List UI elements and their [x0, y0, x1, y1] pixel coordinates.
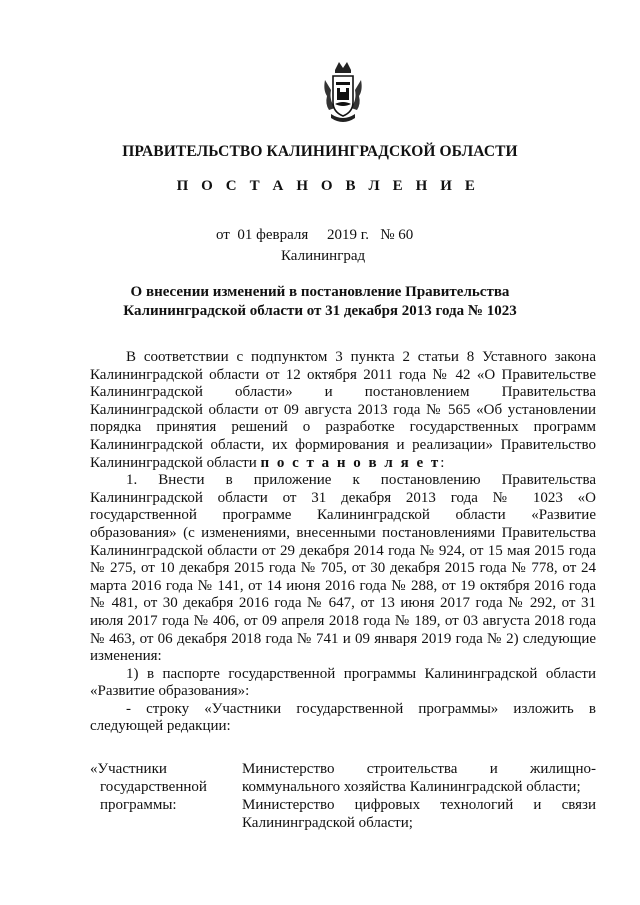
date-and-number: от 01 февраля 2019 г. № 60 — [216, 227, 414, 243]
city-name: Калининград — [281, 248, 366, 264]
paragraph-item-1: 1. Внести в приложение к постановлению Правительства Калининградской области от 31 декабря 2013 года № 1023 «О государственной программе Калининградской области «Развитие образования» (с изменениями, внесенными постановлениями Правительства Калининградской области от 29 декабря 2014 года № 924, от 15 мая 2015 года № 275, от 10 декабря 2015 года № 705, от 30 декабря 2015 года № 778, от 24 марта 2016 года № 141, от 14 июня 2016 года № 288, от 19 октября 2016 года № 481, от 30 декабря 2016 года № 647, от 13 июня 2017 года № 292, от 31 июля 2017 года № 406, от 09 апреля 2018 года № 189, от 03 августа 2018 года № 463, от 06 декабря 2018 года № 741 и 09 января 2019 года № 2) следующие изменения: — [90, 472, 596, 665]
paragraph-item-dash: - строку «Участники государственной программы» изложить в следующей редакции: — [90, 700, 596, 735]
document-type: П О С Т А Н О В Л Е Н И Е — [176, 178, 480, 194]
subject-line-1: О внесении изменений в постановление Правительства — [130, 284, 510, 300]
preamble-text: В соответствии с подпунктом 3 пункта 2 статьи 8 Уставного закона Калининградской области от 12 октября 2011 года № 42 «О Правительстве Калининградской области» и постановлением Правительства Калининградской области от 09 августа 2013 года № 565 «Об установлении порядка принятия решений о разработке государственных программ Калининградской области, их формирования и реализации» Правительство Калининградской области — [90, 349, 596, 471]
resolves-verb: п о с т а н о в л я е т — [260, 454, 441, 471]
participant-ministry-digital: Министерство цифровых технологий и связи Калининградской области; — [242, 797, 596, 831]
document-body — [90, 349, 596, 736]
coat-of-arms-icon — [321, 60, 365, 126]
table-label-cell — [90, 760, 230, 814]
table-label-line-1: «Участники — [90, 761, 167, 777]
table-label-line-2: государственной — [100, 779, 207, 795]
preamble-colon: : — [440, 454, 445, 471]
government-title: ПРАВИТЕЛЬСТВО КАЛИНИНГРАДСКОЙ ОБЛАСТИ — [122, 143, 518, 160]
participant-ministry-construction: Министерство строительства и жилищно-коммунального хозяйства Калининградской области; — [242, 761, 596, 795]
paragraph-item-1-1: 1) в паспорте государственной программы Калининградской области «Развитие образования»: — [90, 665, 596, 700]
document-subject — [0, 283, 640, 321]
table-value-cell — [242, 760, 596, 832]
paragraph-preamble — [90, 349, 596, 472]
table-label-line-3: программы: — [100, 797, 177, 813]
subject-line-2: Калининградской области от 31 декабря 2013 года № 1023 — [123, 303, 517, 319]
